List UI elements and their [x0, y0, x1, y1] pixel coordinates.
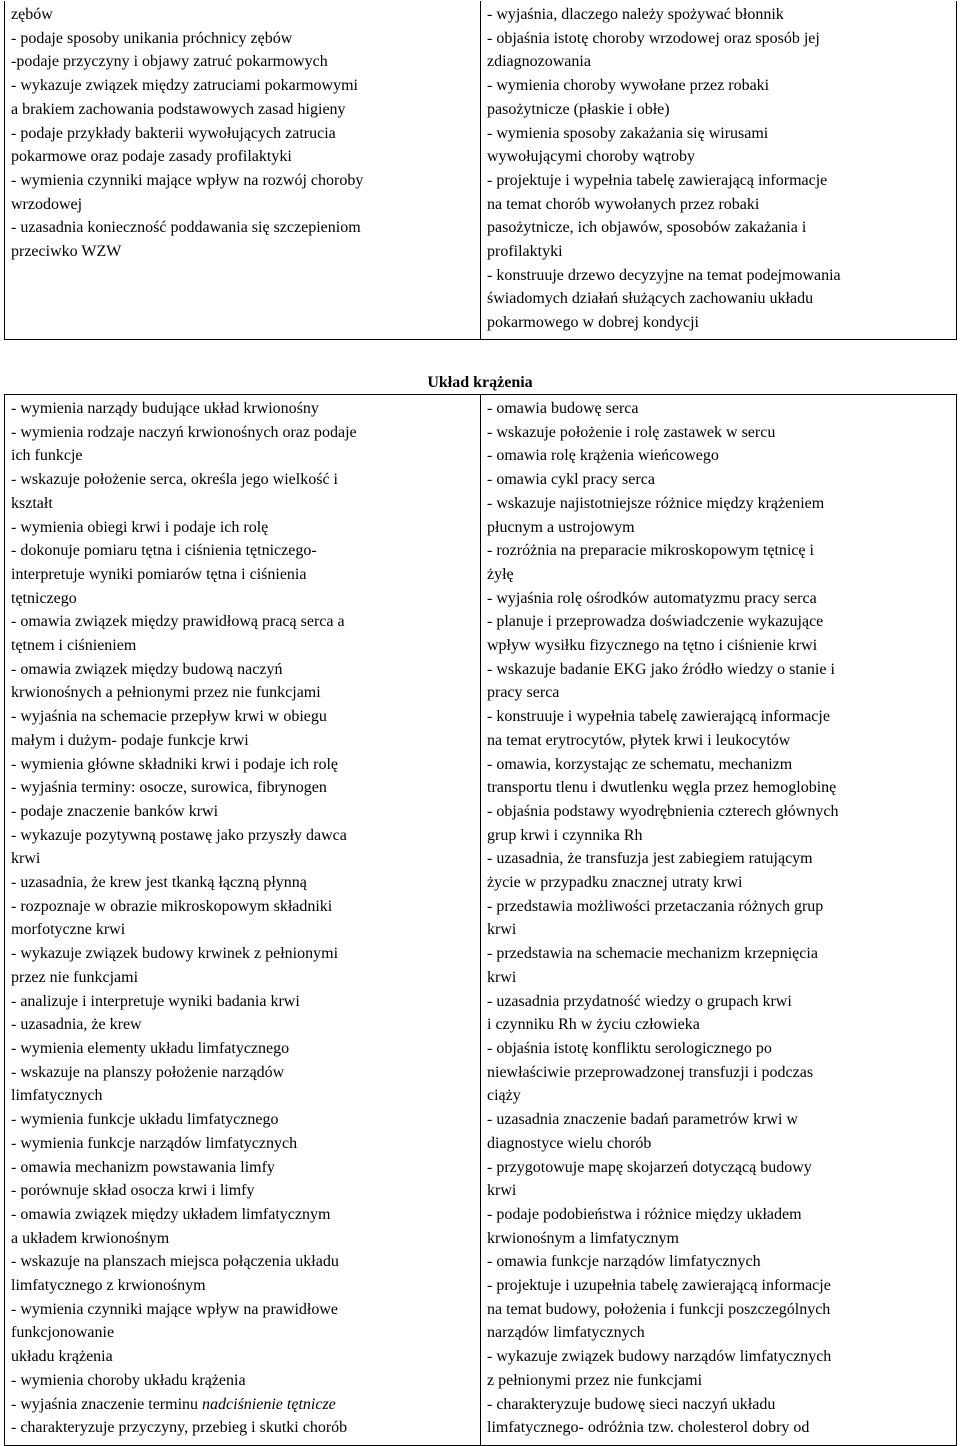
list-item [487, 492, 950, 516]
list-item [487, 990, 950, 1014]
list-item-text: - konstruuje i wypełnia tabelę zawierającą informacje [487, 708, 830, 726]
list-item-text: - omawia cykl pracy serca [487, 471, 655, 489]
list-item-text: - wymienia choroby wywołane przez robaki [487, 77, 770, 95]
list-item-text: - wymienia choroby układu krążenia [11, 1371, 246, 1389]
list-item-text: - wyjaśnia na schemacie przepływ krwi w obiegu [11, 708, 327, 726]
list-item-text: - planuje i przeprowadza doświadczenie wykazujące [487, 613, 824, 631]
list-item-text: pasożytnicze, ich objawów, sposobów zakażania i [487, 219, 807, 237]
list-item-text: - uzasadnia znaczenie badań parametrów krwi w [487, 1111, 798, 1129]
list-item-text: diagnostyce wielu chorób [487, 1134, 652, 1152]
list-item [11, 658, 474, 682]
list-item-text: a układem krwionośnym [11, 1229, 170, 1247]
list-item-text: transportu tlenu i dwutlenku węgla przez hemoglobinę [487, 779, 837, 797]
list-item [487, 1108, 950, 1132]
list-item-text: a brakiem zachowania podstawowych zasad higieny [11, 100, 346, 118]
list-item [11, 193, 474, 217]
list-item [487, 240, 950, 264]
italic-term: nadciśnienie tętnicze [202, 1395, 336, 1413]
list-item [487, 1203, 950, 1227]
list-item-text: - podaje przykłady bakterii wywołujących zatrucia [11, 124, 336, 142]
list-item [487, 1345, 950, 1369]
list-item-text: życie w przypadku znacznej utraty krwi [487, 874, 743, 892]
list-item-text: krwi [11, 850, 41, 868]
list-item [487, 539, 950, 563]
list-item-text: interpretuje wyniki pomiarów tętna i ciśnienia [11, 565, 307, 583]
list-item [487, 444, 950, 468]
list-item [11, 1227, 474, 1251]
list-item-text: wpływ wysiłku fizycznego na tętno i ciśnienie krwi [487, 637, 818, 655]
list-item-text: - omawia związek między budową naczyń [11, 660, 283, 678]
top-right-cell [481, 1, 957, 340]
list-item-text: narządów limfatycznych [487, 1324, 645, 1342]
list-item [11, 27, 474, 51]
bottom-table [4, 394, 957, 1446]
list-item [487, 122, 950, 146]
list-item-text: - wykazuje związek między zatruciami pokarmowymi [11, 77, 358, 95]
list-item [487, 1321, 950, 1345]
list-item-text: - wymienia główne składniki krwi i podaje ich rolę [11, 755, 339, 773]
list-item [487, 264, 950, 288]
list-item [11, 942, 474, 966]
list-item [487, 1132, 950, 1156]
list-item [11, 918, 474, 942]
bottom-left-cell [5, 395, 481, 1446]
list-item [11, 1179, 474, 1203]
list-item [487, 216, 950, 240]
list-item-text: przeciwko WZW [11, 243, 122, 261]
list-item [11, 1061, 474, 1085]
list-item [487, 942, 950, 966]
list-item-text: krwi [487, 921, 517, 939]
list-item-text: - omawia rolę krążenia wieńcowego [487, 447, 719, 465]
list-item [487, 634, 950, 658]
list-item-text: ich funkcje [11, 447, 83, 465]
list-item [11, 444, 474, 468]
list-item [487, 1416, 950, 1440]
list-item [11, 122, 474, 146]
list-item-text: - objaśnia istotę choroby wrzodowej oraz sposób jej [487, 29, 820, 47]
list-item-text: limfatycznego- odróżnia tzw. cholesterol dobry od [487, 1419, 810, 1437]
list-item [11, 776, 474, 800]
list-item-text: - wyjaśnia rolę ośrodków automatyzmu pracy serca [487, 589, 817, 607]
list-item [487, 587, 950, 611]
list-item-text: - projektuje i wypełnia tabelę zawierającą informacje [487, 171, 828, 189]
list-item [11, 824, 474, 848]
list-item-text: - wymienia obiegi krwi i podaje ich rolę [11, 518, 269, 536]
list-item [487, 421, 950, 445]
list-item [487, 871, 950, 895]
list-item-text: z pełnionymi przez nie funkcjami [487, 1371, 703, 1389]
list-item [11, 895, 474, 919]
list-item-text: - omawia związek między prawidłową pracą serca a [11, 613, 345, 631]
list-item-text: - uzasadnia, że krew jest tkanką łączną płynną [11, 874, 307, 892]
list-item [487, 193, 950, 217]
list-item [487, 1013, 950, 1037]
list-item [11, 492, 474, 516]
list-item-text: krwionośnym a limfatycznym [487, 1229, 679, 1247]
list-item-text: - wyjaśnia znaczenie terminu [11, 1395, 199, 1413]
list-item [11, 634, 474, 658]
list-item-text: - konstruuje drzewo decyzyjne na temat podejmowania [487, 266, 841, 284]
list-item [487, 287, 950, 311]
list-item [11, 1298, 474, 1322]
list-item-text: na temat erytrocytów, płytek krwi i leukocytów [487, 731, 791, 749]
list-item [11, 216, 474, 240]
list-item [11, 729, 474, 753]
list-item [11, 1393, 474, 1417]
list-item [487, 1179, 950, 1203]
list-item [487, 1227, 950, 1251]
top-table [4, 1, 957, 340]
list-item-text: wywołującymi choroby wątroby [487, 148, 695, 166]
list-item-text: - omawia mechanizm powstawania limfy [11, 1158, 275, 1176]
list-item [487, 1274, 950, 1298]
list-item [11, 539, 474, 563]
list-item [11, 847, 474, 871]
list-item [487, 681, 950, 705]
list-item [11, 705, 474, 729]
list-item-text: płucnym a ustrojowym [487, 518, 635, 536]
list-item-text: - dokonuje pomiaru tętna i ciśnienia tętniczego- [11, 542, 317, 560]
list-item-text: - objaśnia podstawy wyodrębnienia czterech głównych [487, 802, 839, 820]
list-item-text: - charakteryzuje przyczyny, przebieg i skutki chorób [11, 1419, 348, 1437]
list-item-text: - wskazuje położenie serca, określa jego wielkość i [11, 471, 338, 489]
list-item-text: - wyjaśnia, dlaczego należy spożywać błonnik [487, 6, 784, 23]
list-item [487, 397, 950, 421]
list-item-text: - wymienia elementy układu limfatycznego [11, 1039, 290, 1057]
list-item [487, 610, 950, 634]
list-item [11, 468, 474, 492]
list-item [11, 990, 474, 1014]
list-item [487, 1156, 950, 1180]
list-item [487, 1393, 950, 1417]
list-item [487, 705, 950, 729]
list-item [11, 1416, 474, 1440]
list-item-text: - wykazuje pozytywną postawę jako przyszły dawca [11, 826, 347, 844]
list-item-text: zdiagnozowania [487, 53, 591, 71]
list-item [11, 169, 474, 193]
list-item-text: żyłę [487, 565, 514, 583]
list-item [11, 871, 474, 895]
list-item [487, 468, 950, 492]
list-item [487, 311, 950, 335]
list-item [11, 753, 474, 777]
list-item-text: - charakteryzuje budowę sieci naczyń układu [487, 1395, 776, 1413]
list-item-text: - wymienia funkcje narządów limfatycznych [11, 1134, 298, 1152]
list-item [487, 824, 950, 848]
list-item [11, 1321, 474, 1345]
list-item [11, 966, 474, 990]
list-item [11, 240, 474, 264]
list-item-text: - przedstawia na schemacie mechanizm krzepnięcia [487, 945, 818, 963]
list-item [487, 1084, 950, 1108]
list-item-text: - wskazuje na planszach miejsca połączenia układu [11, 1253, 339, 1271]
list-item-text: tętnem i ciśnieniem [11, 637, 137, 655]
list-item-text: krwi [487, 1182, 517, 1200]
list-item [487, 3, 950, 27]
list-item [11, 800, 474, 824]
list-item-text: - uzasadnia konieczność poddawania się szczepieniom [11, 219, 361, 237]
list-item-text: na temat chorób wywołanych przez robaki [487, 195, 760, 213]
list-item-text: grup krwi i czynnika Rh [487, 826, 643, 844]
list-item-text: - rozróżnia na preparacie mikroskopowym tętnicę i [487, 542, 814, 560]
list-item [11, 421, 474, 445]
list-item-text: - rozpoznaje w obrazie mikroskopowym składniki [11, 897, 333, 915]
list-item [487, 1369, 950, 1393]
list-item [487, 776, 950, 800]
list-item-text: zębów [11, 6, 53, 23]
list-item-text: - uzasadnia, że krew [11, 1016, 142, 1034]
list-item [487, 169, 950, 193]
list-item [487, 516, 950, 540]
list-item-text: - analizuje i interpretuje wyniki badania krwi [11, 992, 300, 1010]
list-item-text: - wskazuje najistotniejsze różnice między krążeniem [487, 494, 825, 512]
list-item-text: - podaje znaczenie banków krwi [11, 802, 219, 820]
list-item [11, 1084, 474, 1108]
list-item-text: profilaktyki [487, 243, 563, 261]
list-item [11, 1203, 474, 1227]
list-item [11, 1013, 474, 1037]
list-item-text: pracy serca [487, 684, 560, 702]
list-item-text: - wyjaśnia terminy: osocze, surowica, fibrynogen [11, 779, 327, 797]
list-item-text: i czynniku Rh w życiu człowieka [487, 1016, 700, 1034]
list-item-text: - przedstawia możliwości przetaczania różnych grup [487, 897, 824, 915]
list-item-text: - podaje podobieństwa i różnice między układem [487, 1205, 802, 1223]
list-item-text: wrzodowej [11, 195, 83, 213]
list-item [11, 145, 474, 169]
list-item-text: pokarmowego w dobrej kondycji [487, 314, 699, 332]
list-item-text: pasożytnicze (płaskie i obłe) [487, 100, 670, 118]
list-item-text: - wskazuje na planszy położenie narządów [11, 1063, 285, 1081]
list-item-text: limfatycznych [11, 1087, 103, 1105]
list-item-text: ciąży [487, 1087, 521, 1105]
list-item [487, 753, 950, 777]
list-item [487, 74, 950, 98]
list-item [11, 1274, 474, 1298]
list-item [11, 74, 474, 98]
list-item-text: - uzasadnia, że transfuzja jest zabiegiem ratującym [487, 850, 813, 868]
list-item [11, 50, 474, 74]
list-item [487, 800, 950, 824]
list-item [11, 3, 474, 27]
list-item-text: - omawia związek między układem limfatycznym [11, 1205, 331, 1223]
list-item [11, 1037, 474, 1061]
list-item-text: - wskazuje badanie EKG jako źródło wiedzy o stanie i [487, 660, 835, 678]
list-item-text: limfatycznego z krwionośnym [11, 1277, 206, 1295]
list-item-text: - wykazuje związek budowy krwinek z pełnionymi [11, 945, 339, 963]
list-item [487, 563, 950, 587]
list-item [11, 98, 474, 122]
list-item-text: - wymienia czynniki mające wpływ na rozwój choroby [11, 171, 364, 189]
list-item-text: morfotyczne krwi [11, 921, 126, 939]
list-item-text: - przygotowuje mapę skojarzeń dotyczącą budowy [487, 1158, 812, 1176]
list-item-text: - wymienia rodzaje naczyń krwionośnych oraz podaje [11, 423, 357, 441]
list-item [487, 1061, 950, 1085]
list-item-text: - projektuje i uzupełnia tabelę zawierającą informacje [487, 1277, 831, 1295]
list-item [487, 145, 950, 169]
list-item [11, 1156, 474, 1180]
section-title: Układ krążenia [427, 374, 533, 391]
list-item-text: - wykazuje związek budowy narządów limfatycznych [487, 1348, 832, 1366]
list-item [11, 587, 474, 611]
list-item-text: - objaśnia istotę konfliktu serologicznego po [487, 1039, 772, 1057]
bottom-right-cell [481, 395, 957, 1446]
list-item [11, 563, 474, 587]
list-item-text: funkcjonowanie [11, 1324, 115, 1342]
list-item-text: - uzasadnia przydatność wiedzy o grupach krwi [487, 992, 792, 1010]
list-item [11, 1132, 474, 1156]
list-item-text: - wymienia sposoby zakażania się wirusami [487, 124, 769, 142]
list-item [487, 1298, 950, 1322]
list-item [11, 1108, 474, 1132]
list-item-text: - wymienia narządy budujące układ krwionośny [11, 400, 319, 417]
list-item [11, 1250, 474, 1274]
list-item [487, 847, 950, 871]
list-item-text: tętniczego [11, 589, 77, 607]
list-item-text: - omawia, korzystając ze schematu, mechanizm [487, 755, 793, 773]
list-item-text: pokarmowe oraz podaje zasady profilaktyki [11, 148, 292, 166]
list-item [487, 1037, 950, 1061]
list-item-text: - wymienia funkcje układu limfatycznego [11, 1111, 279, 1129]
list-item-text: - wskazuje położenie i rolę zastawek w sercu [487, 423, 776, 441]
list-item-text: krwi [487, 968, 517, 986]
list-item [487, 1250, 950, 1274]
list-item-text: -podaje przyczyny i objawy zatruć pokarmowych [11, 53, 328, 71]
list-item-text: niewłaściwie przeprowadzonej transfuzji i podczas [487, 1063, 814, 1081]
list-item-text: - porównuje skład osocza krwi i limfy [11, 1182, 255, 1200]
list-item-text: małym i dużym- podaje funkcje krwi [11, 731, 249, 749]
list-item [11, 610, 474, 634]
list-item [487, 918, 950, 942]
list-item [487, 50, 950, 74]
list-item [11, 681, 474, 705]
list-item-text: - podaje sposoby unikania próchnicy zębów [11, 29, 293, 47]
list-item [11, 1369, 474, 1393]
list-item [487, 98, 950, 122]
list-item-text: - omawia budowę serca [487, 400, 639, 417]
list-item-text: świadomych działań służących zachowaniu układu [487, 290, 814, 308]
list-item [487, 895, 950, 919]
list-item-text: - omawia funkcje narządów limfatycznych [487, 1253, 761, 1271]
list-item [487, 966, 950, 990]
list-item-text: - wymienia czynniki mające wpływ na prawidłowe [11, 1300, 338, 1318]
list-item [487, 729, 950, 753]
list-item-text: krwionośnych a pełnionymi przez nie funkcjami [11, 684, 321, 702]
list-item [11, 397, 474, 421]
list-item-text: kształt [11, 494, 53, 512]
list-item [487, 27, 950, 51]
list-item [11, 516, 474, 540]
list-item-text: układu krążenia [11, 1348, 113, 1366]
list-item [487, 658, 950, 682]
list-item-text: przez nie funkcjami [11, 968, 139, 986]
list-item [11, 1345, 474, 1369]
top-left-cell [5, 1, 481, 340]
list-item-text: na temat budowy, położenia i funkcji poszczególnych [487, 1300, 831, 1318]
